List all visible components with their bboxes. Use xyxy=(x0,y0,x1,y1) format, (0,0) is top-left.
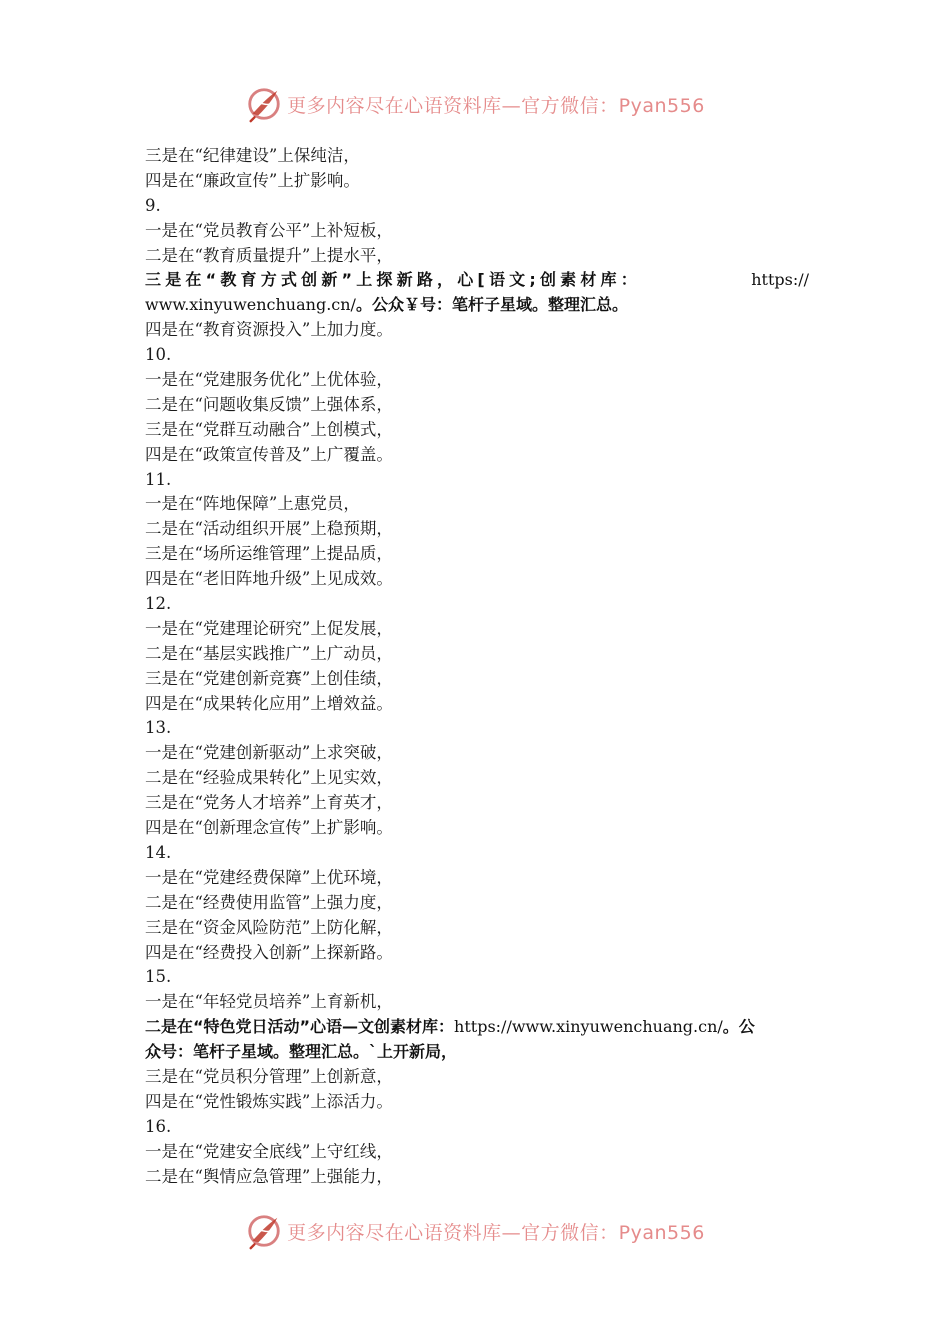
document-line: 四是在“成果转化应用”上增效益。 xyxy=(145,693,393,713)
document-line: 二是在“舆情应急管理”上强能力， xyxy=(145,1166,393,1186)
document-line: 二是在“基层实践推广”上广动员， xyxy=(145,643,393,663)
banner-text: 更多内容尽在心语资料库—官方微信：Pyan556 xyxy=(287,94,705,117)
brush-logo-icon xyxy=(245,85,283,123)
footer-banner xyxy=(0,1209,950,1253)
document-line: 二是在“活动组织开展”上稳预期， xyxy=(145,519,393,539)
promo-line: 三是在“教育方式创新”上探新路，心[语文;创素材库： https:// xyxy=(145,270,809,290)
document-line: 三是在“资金风险防范”上防化解， xyxy=(145,917,393,937)
section-number: 13. xyxy=(145,718,172,738)
promo-line: www.xinyuwenchuang.cn/。公众￥号：笔杆子星域。整理汇总。 xyxy=(145,295,628,315)
document-line: 一是在“党建创新驱动”上求突破， xyxy=(145,743,393,763)
document-line: 二是在“教育质量提升”上提水平， xyxy=(145,245,393,265)
document-line: 四是在“老旧阵地升级”上见成效。 xyxy=(145,569,393,589)
document-line: 四是在“教育资源投入”上加力度。 xyxy=(145,320,393,340)
section-number: 9. xyxy=(145,195,161,215)
document-line: 一是在“党建经费保障”上优环境， xyxy=(145,867,393,887)
document-body xyxy=(145,144,809,1189)
section-number: 15. xyxy=(145,967,172,987)
document-line: 四是在“创新理念宣传”上扩影响。 xyxy=(145,818,393,838)
document-line: 三是在“党务人才培养”上育英才， xyxy=(145,793,393,813)
document-line: 二是在“问题收集反馈”上强体系， xyxy=(145,394,393,414)
document-line: 三是在“党员积分管理”上创新意， xyxy=(145,1066,393,1086)
document-line: 四是在“经费投入创新”上探新路。 xyxy=(145,942,393,962)
section-number: 14. xyxy=(145,842,172,862)
document-line: 一是在“党建理论研究”上促发展， xyxy=(145,618,393,638)
document-line: 一是在“党建服务优化”上优体验， xyxy=(145,370,393,390)
document-line: 一是在“阵地保障”上惠党员， xyxy=(145,494,360,514)
banner-text: 更多内容尽在心语资料库—官方微信：Pyan556 xyxy=(287,1221,705,1244)
document-line: 三是在“党建创新竞赛”上创佳绩， xyxy=(145,668,393,688)
document-line: 三是在“党群互动融合”上创模式， xyxy=(145,419,393,439)
document-line: 四是在“廉政宣传”上扩影响。 xyxy=(145,170,360,190)
document-line: 一是在“党员教育公平”上补短板， xyxy=(145,220,393,240)
document-line: 四是在“政策宣传普及”上广覆盖。 xyxy=(145,444,393,464)
header-banner xyxy=(0,82,950,126)
section-number: 16. xyxy=(145,1116,172,1136)
section-number: 11. xyxy=(145,469,172,489)
promo-line: 二是在“特色党日活动”心语—文创素材库：https://www.xinyuwenchuang.cn/。公 xyxy=(145,1017,755,1037)
document-line: 二是在“经验成果转化”上见实效， xyxy=(145,768,393,788)
document-line: 四是在“党性锻炼实践”上添活力。 xyxy=(145,1091,393,1111)
document-line: 三是在“场所运维管理”上提品质， xyxy=(145,544,393,564)
document-line: 一是在“党建安全底线”上守红线， xyxy=(145,1141,393,1161)
section-number: 10. xyxy=(145,345,172,365)
brush-logo-icon xyxy=(245,1212,283,1250)
promo-line: 众号：笔杆子星域。整理汇总。`上开新局， xyxy=(145,1042,458,1062)
section-number: 12. xyxy=(145,594,172,614)
document-line: 一是在“年轻党员培养”上育新机， xyxy=(145,992,393,1012)
document-line: 二是在“经费使用监管”上强力度， xyxy=(145,892,393,912)
document-line: 三是在“纪律建设”上保纯洁， xyxy=(145,146,360,165)
